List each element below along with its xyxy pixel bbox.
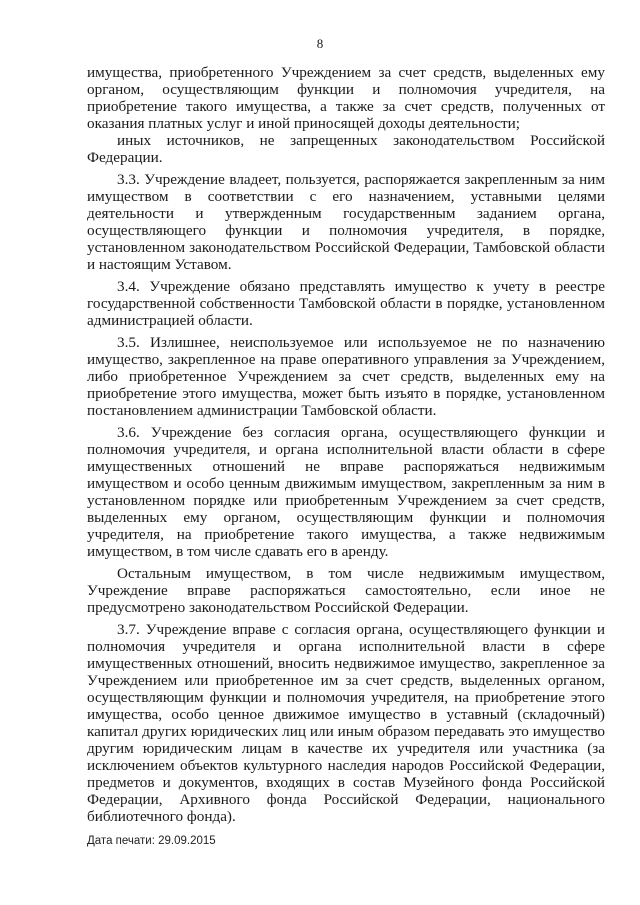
- paragraph-property-acquired: имущества, приобретенного Учреждением за счет средств, выделенных ему органом, осуществляющим функции и полномочия учредителя, на приобретение такого имущества, а также за счет средств, полученных от оказания платных услуг и иной приносящей доходы деятельности;: [87, 64, 605, 132]
- paragraph-other-sources: иных источников, не запрещенных законодательством Российской Федерации.: [87, 132, 605, 166]
- page-number: 8: [316, 36, 324, 51]
- paragraph-3-3: 3.3. Учреждение владеет, пользуется, распоряжается закрепленным за ним имуществом в соответствии с его назначением, уставными целями деятельности и утвержденным государственным заданием органа, осуществляющего функции и полномочия учредителя, в порядке, установленном законодательством Российской Федерации, Тамбовской области и настоящим Уставом.: [87, 171, 605, 273]
- paragraph-3-5: 3.5. Излишнее, неиспользуемое или используемое не по назначению имущество, закрепленное на праве оперативного управления за Учреждением, либо приобретенное Учреждением за счет средств, выделенных ему на приобретение этого имущества, может быть изъято в порядке, установленном постановлением администрации Тамбовской области.: [87, 334, 605, 419]
- paragraph-3-7: 3.7. Учреждение вправе с согласия органа, осуществляющего функции и полномочия учредителя и органа исполнительной власти в сфере имущественных отношений, вносить недвижимое имущество, закрепленное за Учреждением или приобретенное им за счет средств, выделенных органом, осуществляющим функции и полномочия учредителя, на приобретение этого имущества, особо ценное движимое имущество в уставный (складочный) капитал других юридических лиц или иным образом передавать это имущество другим юридическим лицам в качестве их учредителя или участника (за исключением объектов культурного наследия народов Российской Федерации, предметов и документов, входящих в состав Музейного фонда Российской Федерации, Архивного фонда Российской Федерации, национального библиотечного фонда).: [87, 621, 605, 825]
- paragraph-3-4: 3.4. Учреждение обязано представлять имущество к учету в реестре государственной собственности Тамбовской области в порядке, установленном администрацией области.: [87, 278, 605, 329]
- paragraph-other-property: Остальным имуществом, в том числе недвижимым имуществом, Учреждение вправе распоряжаться самостоятельно, если иное не предусмотрено законодательством Российской Федерации.: [87, 565, 605, 616]
- print-date-footer: Дата печати: 29.09.2015: [87, 835, 216, 847]
- paragraph-3-6: 3.6. Учреждение без согласия органа, осуществляющего функции и полномочия учредителя, и органа исполнительной власти области в сфере имущественных отношений не вправе распоряжаться недвижимым имуществом и особо ценным движимым имуществом, закрепленным за ним в установленном порядке или приобретенным Учреждением за счет средств, выделенных ему органом, осуществляющим функции и полномочия учредителя, на приобретение такого имущества, а также недвижимым имуществом, в том числе сдавать его в аренду.: [87, 424, 605, 560]
- document-body: [87, 64, 605, 825]
